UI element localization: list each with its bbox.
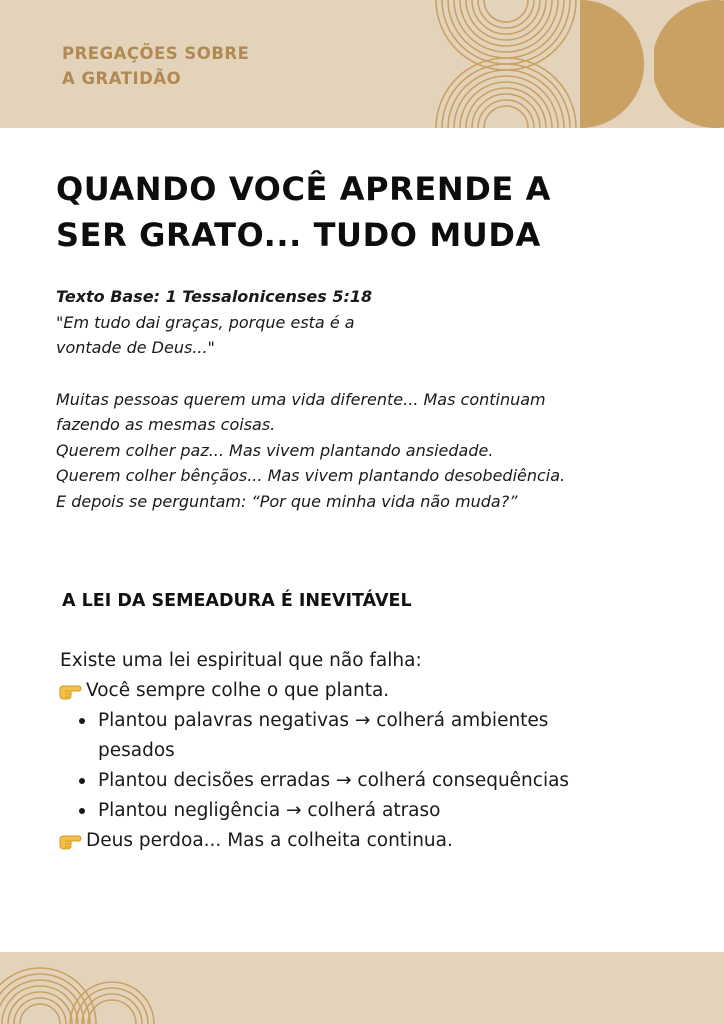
intro-paragraph-line: E depois se perguntam: “Por que minha vida não muda?” [56, 491, 518, 511]
series-label-line2: A GRATIDÃO [62, 69, 182, 88]
section-heading: A LEI DA SEMEADURA É INEVITÁVEL [62, 591, 412, 611]
verse-quote-line1: "Em tudo dai graças, porque esta é a [56, 312, 355, 332]
footer-band [0, 952, 724, 1024]
list-item [76, 796, 680, 826]
harvest-bullet-list [76, 706, 680, 826]
point-line [58, 676, 680, 706]
series-label-line1: PREGAÇÕES SOBRE [62, 44, 250, 63]
intro-paragraph-line: Muitas pessoas querem uma vida diferente... Mas continuam [56, 389, 546, 409]
sermon-title-line2: SER GRATO... TUDO MUDA [56, 216, 541, 254]
list-item-text: Plantou palavras negativas → colherá ambientes pesados [98, 710, 549, 761]
bullet-icon [76, 706, 98, 766]
pointing-hand-icon [58, 682, 82, 700]
sermon-title-line1: QUANDO VOCÊ APRENDE A [56, 170, 551, 208]
bullet-icon [76, 796, 98, 826]
bullet-icon [76, 766, 98, 796]
list-item [76, 766, 680, 796]
point-line [58, 826, 680, 856]
section-lead: Existe uma lei espiritual que não falha: [60, 650, 422, 671]
list-item-text: Plantou decisões erradas → colherá consequências [98, 770, 570, 791]
pointing-hand-icon [58, 832, 82, 850]
series-label [62, 41, 322, 91]
sermon-title [56, 166, 676, 258]
intro-block [56, 284, 676, 514]
arch-rings-decoration [0, 952, 160, 1024]
point-text: Deus perdoa... Mas a colheita continua. [86, 830, 453, 851]
intro-paragraph-line: fazendo as mesmas coisas. [56, 415, 276, 434]
spacer [56, 361, 676, 387]
verse-quote-line2: vontade de Deus..." [56, 338, 215, 357]
point-text: Você sempre colhe o que planta. [86, 680, 390, 701]
intro-paragraph-line: Querem colher paz... Mas vivem plantando ansiedade. [56, 440, 494, 460]
header-band [0, 0, 724, 128]
arch-rings-decoration [430, 0, 724, 128]
section-body [60, 646, 680, 856]
list-item [76, 706, 680, 766]
bible-reference: Texto Base: 1 Tessalonicenses 5:18 [56, 287, 373, 306]
intro-paragraph-line: Querem colher bênçãos... Mas vivem plantando desobediência. [56, 466, 566, 485]
list-item-text: Plantou negligência → colherá atraso [98, 800, 441, 821]
